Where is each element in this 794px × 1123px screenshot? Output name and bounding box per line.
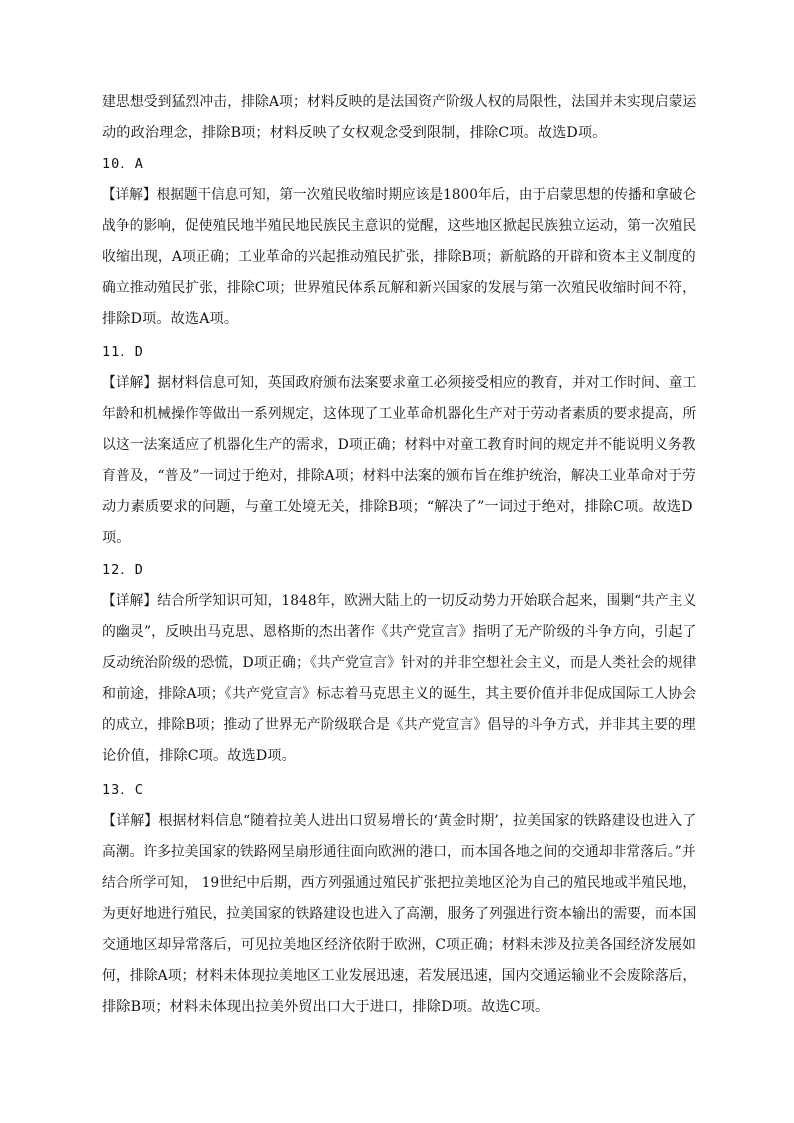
q13-line-2: 高潮。许多拉美国家的铁路网呈扇形通往面向欧洲的港口，而本国各地之间的交通却非常落后。”并 <box>102 844 696 860</box>
q12-line-6: 论价值，排除C项。故选D项。 <box>102 748 296 764</box>
q13-line-4: 为更好地进行殖民，拉美国家的铁路建设也进入了高潮，服务了列强进行资本输出的需要，而本国 <box>102 906 697 922</box>
q11-line-4: 育普及，“普及”一词过于绝对，排除A项；材料中法案的颁布旨在维护统治，解决工业革命对于劳 <box>102 468 696 484</box>
q10-line-1: 【详解】根据题干信息可知，第一次殖民收缩时期应该是1800年后，由于启蒙思想的传播和拿破仑 <box>102 187 697 203</box>
q10-line-3: 收缩出现，A项正确；工业革命的兴起推动殖民扩张，排除B项；新航路的开辟和资本主义制度的 <box>102 249 696 265</box>
q10-line-4: 确立推动殖民扩张，排除C项；世界殖民体系瓦解和新兴国家的发展与第一次殖民收缩时间不符， <box>102 280 697 296</box>
q12-answer: 12．D <box>102 562 144 578</box>
q12-line-2: 的幽灵”，反映出马克思、恩格斯的杰出著作《共产党宣言》指明了无产阶级的斗争方向，引起了 <box>102 624 697 640</box>
q13-line-5: 交通地区却异常落后，可见拉美地区经济依附于欧洲，C项正确；材料未涉及拉美各国经济发展如 <box>102 937 697 953</box>
q12-line-3: 反动统治阶级的恐慌，D项正确；《共产党宣言》针对的并非空想社会主义，而是人类社会的规律 <box>102 655 697 671</box>
q13-line-7: 排除B项；材料未体现出拉美外贸出口大于进口，排除D项。故选C项。 <box>102 999 550 1015</box>
q12-line-5: 的成立，排除B项；推动了世界无产阶级联合是《共产党宣言》倡导的斗争方式，并非其主要的理 <box>102 717 696 733</box>
q10-line-2: 战争的影响，促使殖民地半殖民地民族民主意识的觉醒，这些地区掀起民族独立运动，第一次殖民 <box>102 218 697 234</box>
q11-line-3: 以这一法案适应了机器化生产的需求，D项正确；材料中对童工教育时间的规定并不能说明义务教 <box>102 437 696 453</box>
q9-line-1: 建思想受到猛烈冲击，排除A项；材料反映的是法国资产阶级人权的局限性，法国并未实现启蒙运 <box>102 94 697 110</box>
q11-line-1: 【详解】据材料信息可知，英国政府颁布法案要求童工必须接受相应的教育，并对工作时间、童工 <box>102 375 697 391</box>
q11-line-6: 项。 <box>102 530 131 546</box>
q13-line-1: 【详解】根据材料信息“随着拉美人进出口贸易增长的‘黄金时期’，拉美国家的铁路建设也进入了 <box>102 813 697 829</box>
q10-line-5: 排除D项。故选A项。 <box>102 311 239 327</box>
q12-line-1: 【详解】结合所学知识可知，1848年，欧洲大陆上的一切反动势力开始联合起来，围剿“共产主义 <box>102 593 697 609</box>
q11-line-5: 动力素质要求的问题，与童工处境无关，排除B项；“解决了”一词过于绝对，排除C项。故选D <box>102 499 693 515</box>
q13-answer: 13．C <box>102 782 144 798</box>
q13-line-3: 结合所学可知， 19世纪中后期，西方列强通过殖民扩张把拉美地区沦为自己的殖民地或半殖民地， <box>102 875 696 891</box>
q11-line-2: 年龄和机械操作等做出一系列规定，这体现了工业革命机器化生产对于劳动者素质的要求提高，所 <box>102 406 697 422</box>
q13-line-6: 何，排除A项；材料未体现拉美地区工业发展迅速，若发展迅速，国内交通运输业不会废除落后， <box>102 968 697 984</box>
q12-line-4: 和前途，排除A项；《共产党宣言》标志着马克思主义的诞生，其主要价值并非促成国际工人协会 <box>102 686 697 702</box>
q10-answer: 10．A <box>102 156 144 172</box>
q9-line-2: 动的政治理念，排除B项；材料反映了女权观念受到限制，排除C项。故选D项。 <box>102 125 607 141</box>
q11-answer: 11．D <box>102 344 144 360</box>
